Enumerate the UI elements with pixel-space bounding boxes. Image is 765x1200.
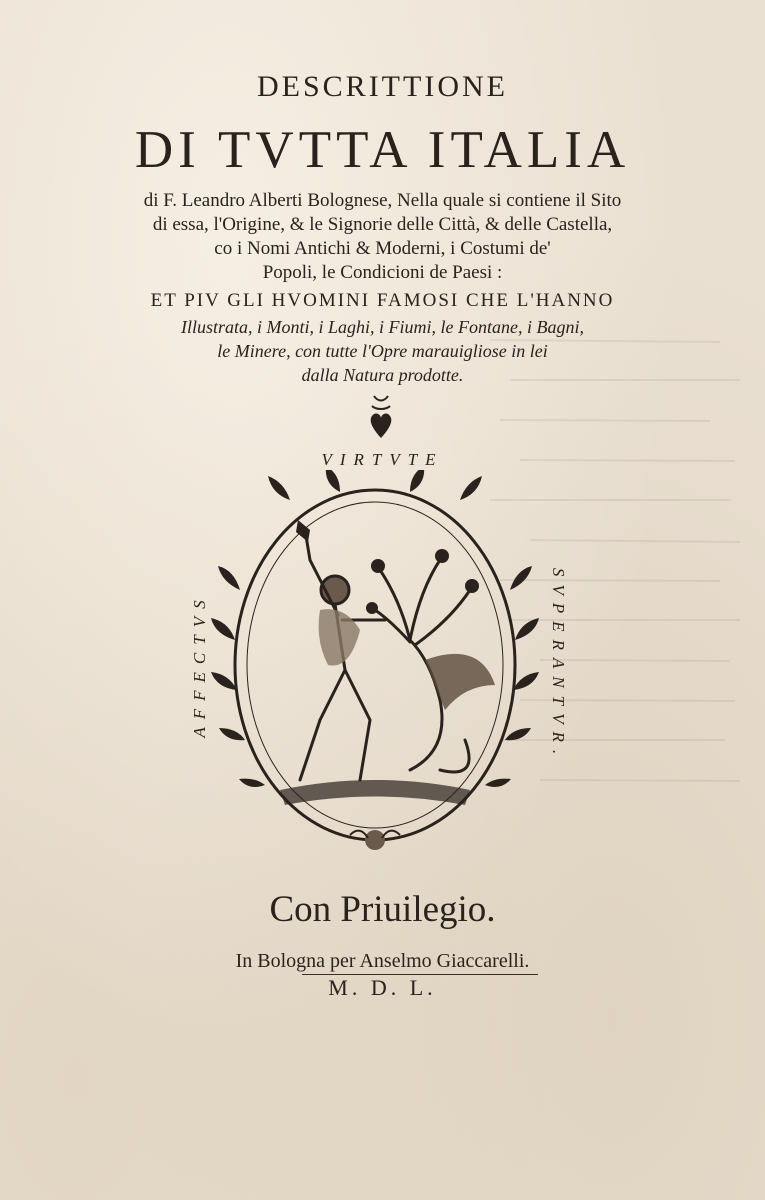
heart-ornament-icon — [366, 392, 396, 440]
privilege-line: Con Priuilegio. — [269, 889, 496, 930]
body-line-2: di essa, l'Origine, & le Signorie delle Città, & delle Castella, — [152, 214, 613, 235]
title-line-1: DESCRITTIONE — [257, 70, 508, 103]
italic-line-2: le Minere, con tutte l'Opre marauigliose in lei — [217, 341, 548, 361]
motto-right: SVPERANTVR. — [549, 567, 568, 763]
body-line-3: co i Nomi Antichi & Moderni, i Costumi de' — [214, 238, 551, 259]
hercules-hydra-woodcut-icon — [210, 470, 540, 870]
title-line-2: DI TVTTA ITALIA — [134, 121, 631, 179]
italic-line-3: dalla Natura prodotte. — [301, 365, 464, 385]
body-line-1: di F. Leandro Alberti Bolognese, Nella quale si contiene il Sito — [143, 190, 622, 211]
italic-line-1: Illustrata, i Monti, i Laghi, i Fiumi, le Fontane, i Bagni, — [181, 317, 584, 337]
imprint-line: In Bologna per Anselmo Giaccarelli. — [235, 950, 530, 972]
caps-line: ET PIV GLI HVOMINI FAMOSI CHE L'HANNO — [150, 290, 615, 311]
body-line-4: Popoli, le Condicioni de Paesi : — [262, 262, 503, 283]
motto-left: AFFECTVS — [190, 592, 209, 738]
motto-top: VIRTVTE — [321, 450, 444, 469]
year-line: M. D. L. — [328, 975, 437, 1000]
